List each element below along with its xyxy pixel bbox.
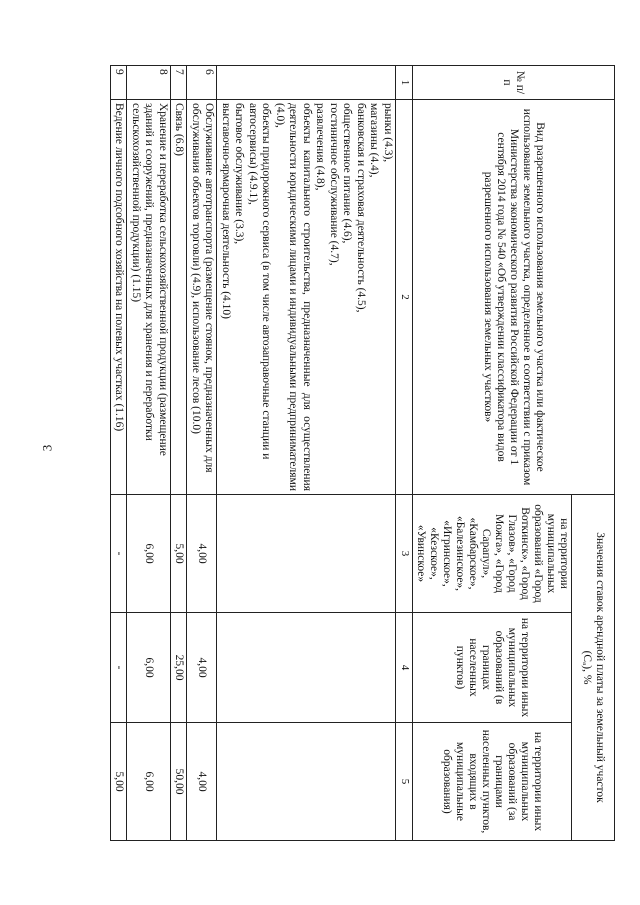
table-row bbox=[111, 66, 128, 841]
page-number: 3 bbox=[39, 444, 55, 452]
use-line: гостиничное обслуживание (4.7), bbox=[328, 103, 340, 266]
use-line: объекты придорожного сервиса (в том числе автозаправочные станции и автосервисы) (4.9.1), bbox=[247, 103, 273, 460]
use-line: объекты капитального строительства, предназначенные для осуществления деятельности юридическими лицами и индивидуальными предпринимателями (4.0), bbox=[274, 103, 313, 491]
rate-col-5: 6,00 bbox=[127, 723, 171, 841]
column-number: 5 bbox=[396, 723, 413, 841]
header-col-3: на территории муниципальных образований «Город Воткинск», «Город Глазов», «Город Можга», «Город Сарапул», «Камбарское», «Балезинское», «Игринское», «Кезское», «Увинское» bbox=[413, 495, 572, 613]
table-row bbox=[217, 66, 396, 841]
use-line: бытовое обслуживание (3.3), bbox=[233, 103, 246, 245]
rotated-table-container bbox=[112, 65, 615, 840]
table-row bbox=[187, 66, 217, 841]
rate-col-3: 4,00 bbox=[187, 495, 217, 613]
rate-col-4 bbox=[217, 613, 396, 723]
use-line: рынки (4.3), bbox=[382, 103, 394, 163]
use-line: развлечения (4.8), bbox=[314, 103, 327, 191]
header-col-4: на территории иных муниципальных образований (в границах населенных пунктов) bbox=[413, 613, 572, 723]
use-line: Обслуживание автотранспорта (размещение стоянок, предназначенных для обслуживания объектов торговли) (4.9), использование лесов (10.0) bbox=[190, 103, 216, 473]
use-line: Хранение и переработка сельскохозяйственной продукции (размещение зданий и сооружений, предназначенных для хранения и переработки сельскохозяйственной продукции) (1.15) bbox=[130, 103, 169, 456]
use-line: Ведение личного подсобного хозяйства на полевых участках (1.16) bbox=[113, 103, 126, 432]
rate-col-4: 25,00 bbox=[171, 613, 188, 723]
header-col-use: Вид разрешенного использования земельного участка или фактическое использование земельного участка, определенное в соответствии с приказом Министерства экономического развития Российской Федерации от 1 сентября 2014 года № 540 «Об утверждении классификатора видов разрешенного использования земельных участков» bbox=[413, 100, 615, 495]
use-description bbox=[127, 100, 171, 495]
use-line: Связь (6.8) bbox=[173, 103, 186, 156]
use-line: общественное питание (4.6), bbox=[341, 103, 354, 244]
header-col-no: № п/п bbox=[413, 66, 615, 100]
rent-rates-table bbox=[110, 65, 615, 841]
use-description bbox=[187, 100, 217, 495]
table-row bbox=[171, 66, 188, 841]
row-number: 9 bbox=[111, 66, 128, 100]
rate-col-4: - bbox=[111, 613, 128, 723]
rate-col-5: 5,00 bbox=[111, 723, 128, 841]
use-line: магазины (4.4), bbox=[368, 103, 381, 178]
header-col-rates: Значения ставок арендной платы за земельный участок (Сₐ), % bbox=[572, 495, 615, 841]
row-number: 7 bbox=[171, 66, 188, 100]
use-line: выставочно-ярмарочная деятельность (4.10) bbox=[220, 103, 232, 320]
column-number: 1 bbox=[396, 66, 413, 100]
column-number: 3 bbox=[396, 495, 413, 613]
rate-col-5: 4,00 bbox=[187, 723, 217, 841]
row-number bbox=[217, 66, 396, 100]
rate-col-3 bbox=[217, 495, 396, 613]
rate-col-4: 6,00 bbox=[127, 613, 171, 723]
row-number: 8 bbox=[127, 66, 171, 100]
header-col-5: на территории иных муниципальных образований (за границами населенных пунктов, входящих в муниципальные образования) bbox=[413, 723, 572, 841]
use-description bbox=[217, 100, 396, 495]
rate-col-3: - bbox=[111, 495, 128, 613]
table-row bbox=[127, 66, 171, 841]
column-number: 4 bbox=[396, 613, 413, 723]
rate-col-3: 6,00 bbox=[127, 495, 171, 613]
rate-col-5: 50,00 bbox=[171, 723, 188, 841]
rate-col-3: 5,00 bbox=[171, 495, 188, 613]
use-line: банковская и страховая деятельность (4.5), bbox=[355, 103, 367, 313]
column-number: 2 bbox=[396, 100, 413, 495]
use-description bbox=[171, 100, 188, 495]
rate-col-5 bbox=[217, 723, 396, 841]
rate-col-4: 4,00 bbox=[187, 613, 217, 723]
use-description bbox=[111, 100, 128, 495]
row-number: 6 bbox=[187, 66, 217, 100]
